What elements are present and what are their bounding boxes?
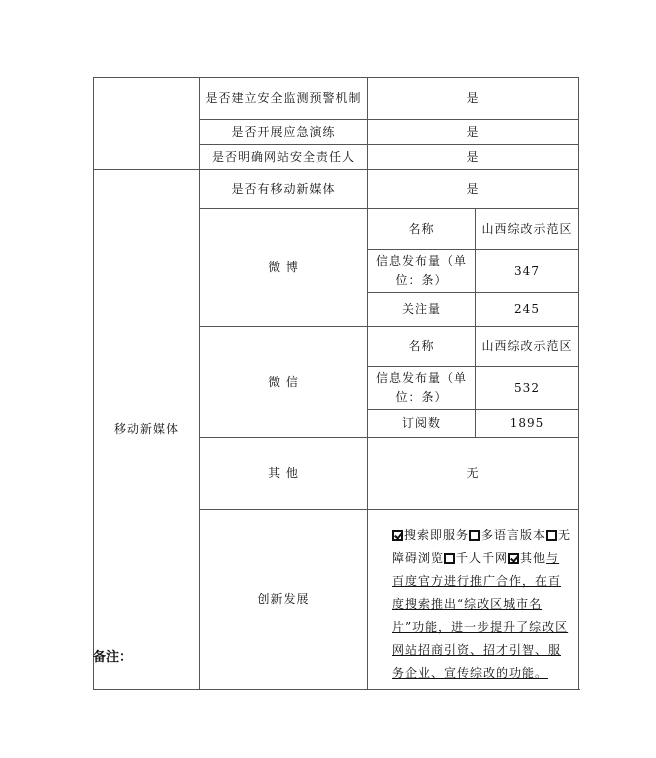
drill-question: 是否开展应急演练: [200, 120, 368, 145]
option-multilingual: 多语言版本: [481, 528, 547, 542]
drill-answer: 是: [368, 120, 579, 145]
weibo-posts-value: 347: [476, 250, 579, 293]
checkbox-multilingual[interactable]: [469, 530, 480, 541]
weibo-posts-label: 信息发布量（单位：条）: [368, 250, 476, 293]
weibo-name-value: 山西综改示范区: [476, 209, 579, 250]
option-other: 其他: [520, 551, 547, 565]
checkbox-other[interactable]: [508, 553, 519, 564]
wechat-subs-label: 订阅数: [368, 410, 476, 438]
checkbox-search-service[interactable]: [392, 530, 403, 541]
monitor-answer: 是: [368, 78, 579, 120]
option-search-service: 搜索即服务: [404, 528, 470, 542]
monitor-question: 是否建立安全监测预警机制: [200, 78, 368, 120]
innovation-label: 创新发展: [200, 510, 368, 690]
note-label: 备注：: [93, 650, 133, 665]
has-media-answer: 是: [368, 170, 579, 209]
weibo-name-label: 名称: [368, 209, 476, 250]
weibo-label: 微 博: [200, 209, 368, 327]
wechat-posts-value: 532: [476, 367, 579, 410]
has-media-question: 是否有移动新媒体: [200, 170, 368, 209]
checkbox-accessibility[interactable]: [546, 530, 557, 541]
wechat-name-label: 名称: [368, 327, 476, 367]
weibo-follow-value: 245: [476, 293, 579, 327]
wechat-label: 微 信: [200, 327, 368, 438]
report-table: [93, 77, 579, 690]
responsible-person-question: 是否明确网站安全责任人: [200, 145, 368, 170]
checkbox-personalized[interactable]: [444, 553, 455, 564]
weibo-follow-label: 关注量: [368, 293, 476, 327]
innovation-content: [368, 510, 579, 690]
other-description: 与百度官方进行推广合作，在百度搜索推出“综改区城市名片”功能，进一步提升了综改区网站招商引资、招才引智、服务企业、宣传综改的功能。: [392, 551, 569, 680]
wechat-posts-label: 信息发布量（单位：条）: [368, 367, 476, 410]
option-personalized: 千人千网: [456, 551, 509, 565]
security-section-cell: [94, 78, 200, 170]
responsible-person-answer: 是: [368, 145, 579, 170]
other-media-label: 其 他: [200, 438, 368, 510]
wechat-name-value: 山西综改示范区: [476, 327, 579, 367]
option-accessibility: 无障碍浏览: [392, 528, 572, 565]
media-section-label: 移动新媒体: [94, 170, 200, 690]
other-media-value: 无: [368, 438, 579, 510]
wechat-subs-value: 1895: [476, 410, 579, 438]
